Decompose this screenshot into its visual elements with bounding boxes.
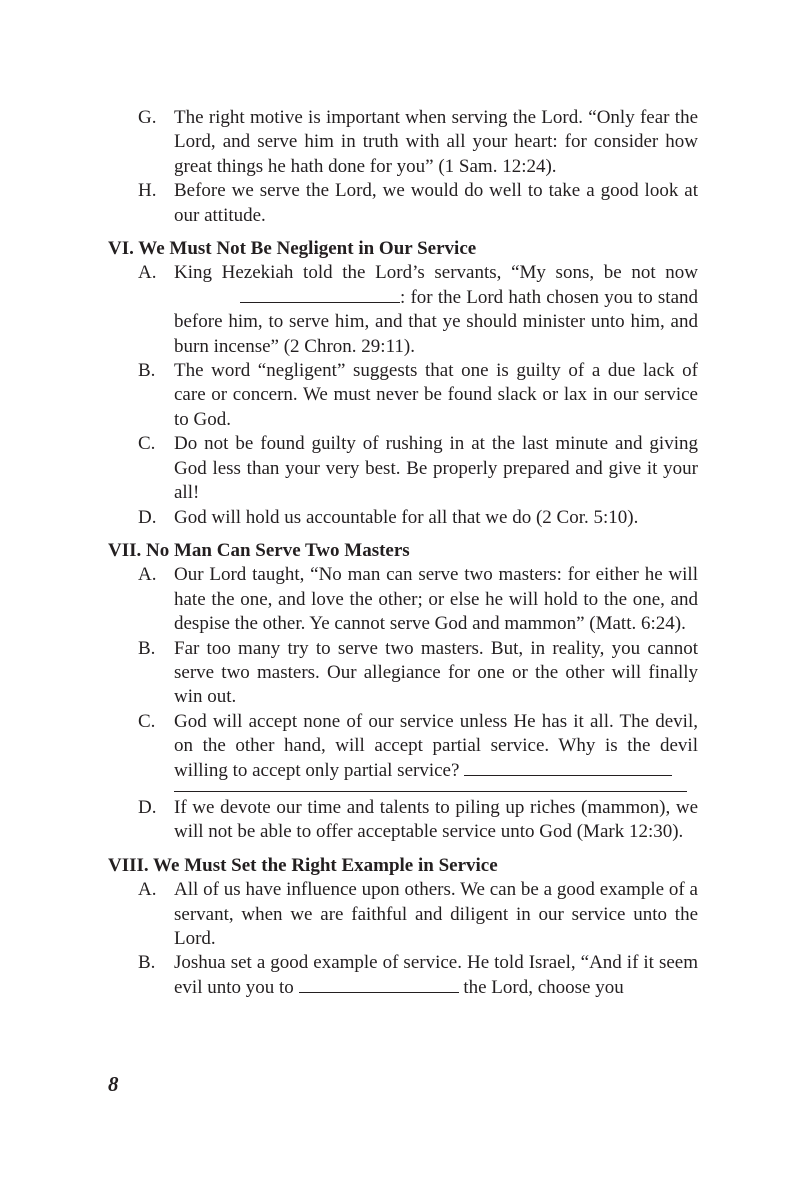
item-letter: G. xyxy=(138,107,157,128)
section-heading: VII. No Man Can Serve Two Masters xyxy=(108,539,410,561)
item-text: : for the Lord hath chosen you to stand before him, to serve him, and that ye should minister unto him, and burn incense” (2 Chron. 29:11). xyxy=(174,286,698,357)
lesson-content xyxy=(108,106,698,1000)
list-item xyxy=(108,359,698,432)
item-text: Do not be found guilty of rushing in at the last minute and giving God less than your very best. Be properly prepared and give it your all! xyxy=(174,433,698,504)
item-letter: A. xyxy=(138,564,157,586)
list-item xyxy=(108,106,698,179)
item-letter: A. xyxy=(138,879,157,901)
list-item xyxy=(108,878,698,951)
item-letter: B. xyxy=(138,952,156,974)
list-item xyxy=(108,796,698,845)
fill-in-blank[interactable] xyxy=(464,759,672,776)
item-text: God will accept none of our service unless He has it all. The devil, on the other hand, will accept partial service. Why is the devil willing to accept only partial service? xyxy=(174,710,698,781)
section-heading: VIII. We Must Set the Right Example in Service xyxy=(108,854,498,876)
list-item xyxy=(108,179,698,228)
list-item xyxy=(108,563,698,636)
list-item xyxy=(108,637,698,710)
item-text: All of us have influence upon others. We can be a good example of a servant, when we are faithful and diligent in our service unto the Lord. xyxy=(174,879,698,949)
item-text: Before we serve the Lord, we would do well to take a good look at our attitude. xyxy=(174,180,698,226)
fill-in-blank[interactable] xyxy=(299,976,459,993)
item-text: The word “negligent” suggests that one is guilty of a due lack of care or concern. We must never be found slack or lax in our service to God. xyxy=(174,360,698,430)
page-number: 8 xyxy=(108,1072,119,1096)
item-text: Far too many try to serve two masters. But, in reality, you cannot serve two masters. Our allegiance for one or the other will finally win out. xyxy=(174,637,698,708)
list-item xyxy=(108,951,698,1000)
item-text: the Lord, choose you xyxy=(463,976,624,998)
section-heading: VI. We Must Not Be Negligent in Our Service xyxy=(108,238,477,260)
list-item xyxy=(108,710,698,783)
list-item xyxy=(108,261,698,359)
fill-in-blank[interactable] xyxy=(240,286,400,303)
item-letter: D. xyxy=(138,796,157,818)
answer-line[interactable] xyxy=(174,791,687,792)
item-letter: B. xyxy=(138,360,156,382)
item-text: If we devote our time and talents to piling up riches (mammon), we will not be able to offer acceptable service unto God (Mark 12:30). xyxy=(174,796,698,843)
item-letter: B. xyxy=(138,637,156,659)
item-text: Our Lord taught, “No man can serve two masters: for either he will hate the one, and love the other; or else he will hold to the one, and despise the other. Ye cannot serve God and mammon” (Matt. 6:24). xyxy=(174,564,698,635)
list-item xyxy=(108,432,698,505)
item-letter: H. xyxy=(138,180,157,202)
item-letter: A. xyxy=(138,262,157,284)
list-item xyxy=(108,506,698,530)
item-text: Joshua set a good example of service. He told Israel, “And if it seem evil unto you to xyxy=(174,952,698,998)
item-text: God will hold us accountable for all that we do (2 Cor. 5:10). xyxy=(174,506,639,528)
item-text: King Hezekiah told the Lord’s servants, “My sons, be not now xyxy=(174,262,698,284)
item-text: The right motive is important when serving the Lord. “Only fear the Lord, and serve him in truth with all your heart: for consider how great things he hath done for you” (1 Sam. 12:24). xyxy=(174,107,698,177)
item-letter: C. xyxy=(138,433,156,455)
item-letter: C. xyxy=(138,710,156,732)
item-letter: D. xyxy=(138,506,157,528)
